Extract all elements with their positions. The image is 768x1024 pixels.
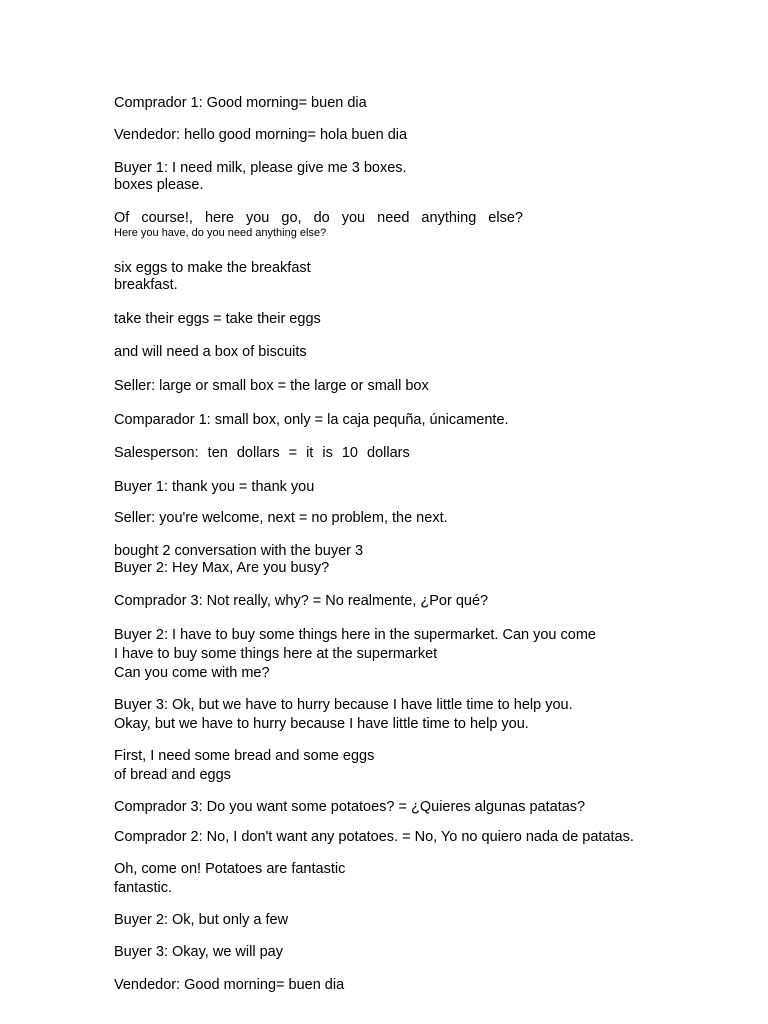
- text-line: take their eggs = take their eggs: [114, 311, 321, 327]
- text-line: and will need a box of biscuits: [114, 344, 307, 360]
- text-line: Buyer 2: Hey Max, Are you busy?: [114, 560, 330, 576]
- text-line: Of course!, here you go, do you need anything else?: [114, 210, 523, 226]
- text-line: six eggs to make the breakfast: [114, 260, 311, 276]
- text-line: First, I need some bread and some eggs: [114, 748, 375, 764]
- text-line: Vendedor: hello good morning= hola buen dia: [114, 127, 408, 143]
- text-line: Buyer 1: thank you = thank you: [114, 479, 315, 495]
- text-line: Seller: you're welcome, next = no problem, the next.: [114, 510, 448, 526]
- text-line: boxes please.: [114, 177, 204, 193]
- text-line: Comprador 3: Not really, why? = No realmente, ¿Por qué?: [114, 593, 489, 609]
- text-line: Oh, come on! Potatoes are fantastic: [114, 861, 346, 877]
- text-line: breakfast.: [114, 277, 178, 293]
- text-line: Buyer 1: I need milk, please give me 3 boxes.: [114, 160, 407, 176]
- text-line: bought 2 conversation with the buyer 3: [114, 543, 364, 559]
- text-line: Buyer 2: I have to buy some things here in the supermarket. Can you come: [114, 627, 596, 643]
- text-line: Buyer 3: Okay, we will pay: [114, 944, 283, 960]
- text-line: Comprador 3: Do you want some potatoes? = ¿Quieres algunas patatas?: [114, 799, 586, 815]
- text-line: Vendedor: Good morning= buen dia: [114, 977, 345, 993]
- text-line: of bread and eggs: [114, 767, 231, 783]
- text-line: Okay, but we have to hurry because I have little time to help you.: [114, 716, 529, 732]
- text-line: Comprador 1: Good morning= buen dia: [114, 95, 367, 111]
- text-line: Buyer 2: Ok, but only a few: [114, 912, 289, 928]
- text-line: Can you come with me?: [114, 665, 270, 681]
- text-line: Salesperson: ten dollars = it is 10 dollars: [114, 445, 410, 461]
- text-line: Seller: large or small box = the large or small box: [114, 378, 429, 394]
- text-line: Comparador 1: small box, only = la caja pequña, únicamente.: [114, 412, 509, 428]
- text-line: Buyer 3: Ok, but we have to hurry because I have little time to help you.: [114, 697, 573, 713]
- text-line: Here you have, do you need anything else?: [114, 227, 327, 239]
- text-line: I have to buy some things here at the supermarket: [114, 646, 438, 662]
- text-line: Comprador 2: No, I don't want any potatoes. = No, Yo no quiero nada de patatas.: [114, 829, 634, 845]
- text-line: fantastic.: [114, 880, 173, 896]
